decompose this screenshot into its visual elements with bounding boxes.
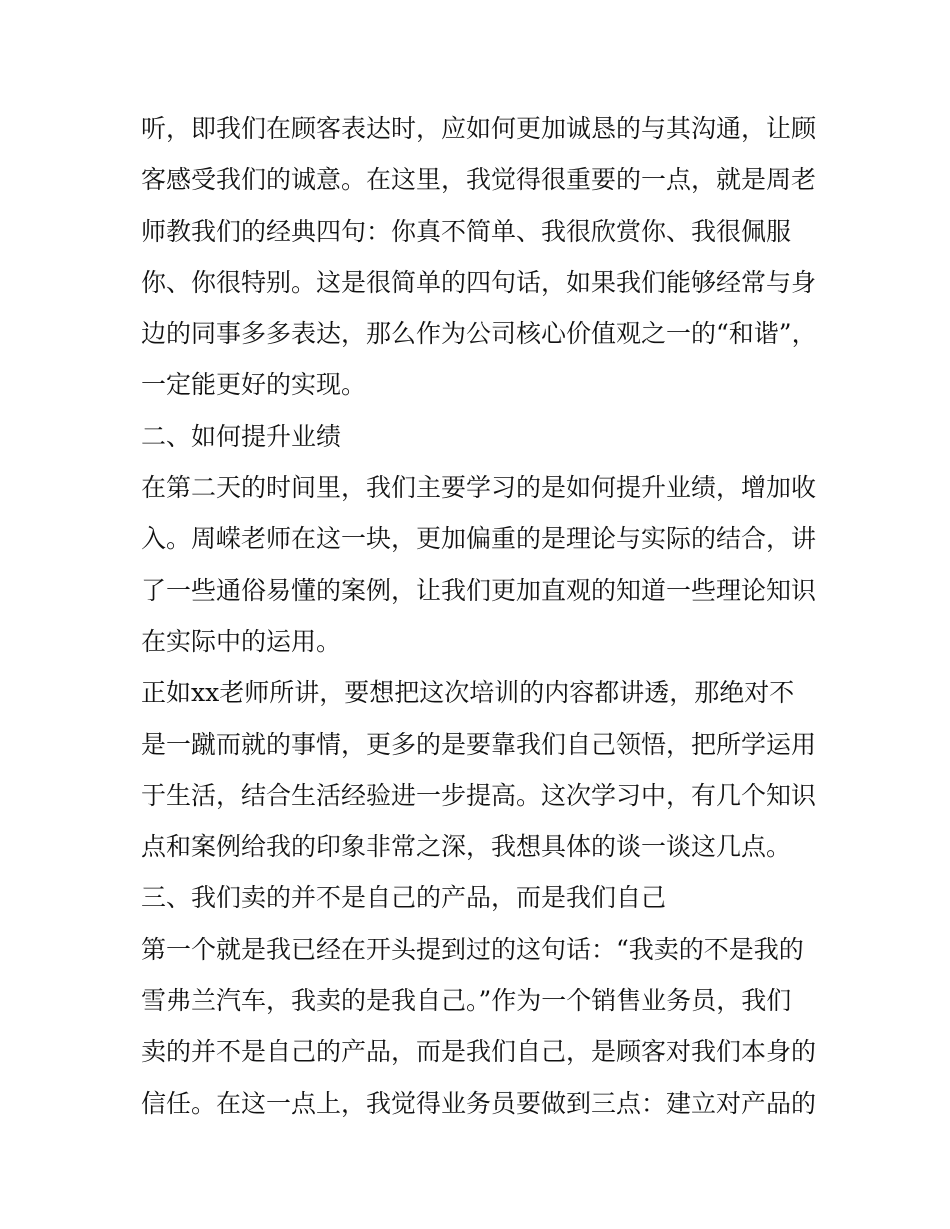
section-heading: 三、我们卖的并不是自己的产品，而是我们自己 bbox=[141, 883, 667, 913]
text-line: 在实际中的运用。 bbox=[141, 626, 342, 656]
text-line: 客感受我们的诚意。在这里，我觉得很重要的一点，就是周老 bbox=[141, 165, 817, 195]
text-line: 信任。在这一点上，我觉得业务员要做到三点：建立对产品的 bbox=[141, 1088, 817, 1118]
text-line: 点和案例给我的印象非常之深，我想具体的谈一谈这几点。 bbox=[141, 832, 792, 862]
text-line: 卖的并不是自己的产品，而是我们自己，是顾客对我们本身的 bbox=[141, 1037, 817, 1067]
text-line: 听，即我们在顾客表达时，应如何更加诚恳的与其沟通，让顾 bbox=[141, 114, 817, 143]
text-line: 正如xx老师所讲，要想把这次培训的内容都讲透，那绝对不 bbox=[141, 678, 795, 708]
text-line: 于生活，结合生活经验进一步提高。这次学习中，有几个知识 bbox=[141, 780, 817, 810]
document-body bbox=[141, 103, 821, 1129]
section-heading: 二、如何提升业绩 bbox=[141, 421, 342, 451]
text-line: 是一蹴而就的事情，更多的是要靠我们自己领悟，把所学运用 bbox=[141, 729, 817, 759]
text-line: 雪弗兰汽车，我卖的是我自己。”作为一个销售业务员，我们 bbox=[141, 986, 792, 1016]
text-line: 了一些通俗易懂的案例，让我们更加直观的知道一些理论知识 bbox=[141, 575, 817, 605]
text-line: 第一个就是我已经在开头提到过的这句话：“我卖的不是我的 bbox=[141, 934, 804, 964]
text-line: 一定能更好的实现。 bbox=[141, 370, 367, 400]
text-line: 边的同事多多表达，那么作为公司核心价值观之一的“和谐”， bbox=[141, 319, 817, 349]
text-line: 你、你很特别。这是很简单的四句话，如果我们能够经常与身 bbox=[141, 267, 817, 297]
text-line: 入。周嵘老师在这一块，更加偏重的是理论与实际的结合，讲 bbox=[141, 524, 817, 554]
text-line: 师教我们的经典四句：你真不简单、我很欣赏你、我很佩服 bbox=[141, 216, 792, 246]
text-line: 在第二天的时间里，我们主要学习的是如何提升业绩，增加收 bbox=[141, 473, 817, 503]
